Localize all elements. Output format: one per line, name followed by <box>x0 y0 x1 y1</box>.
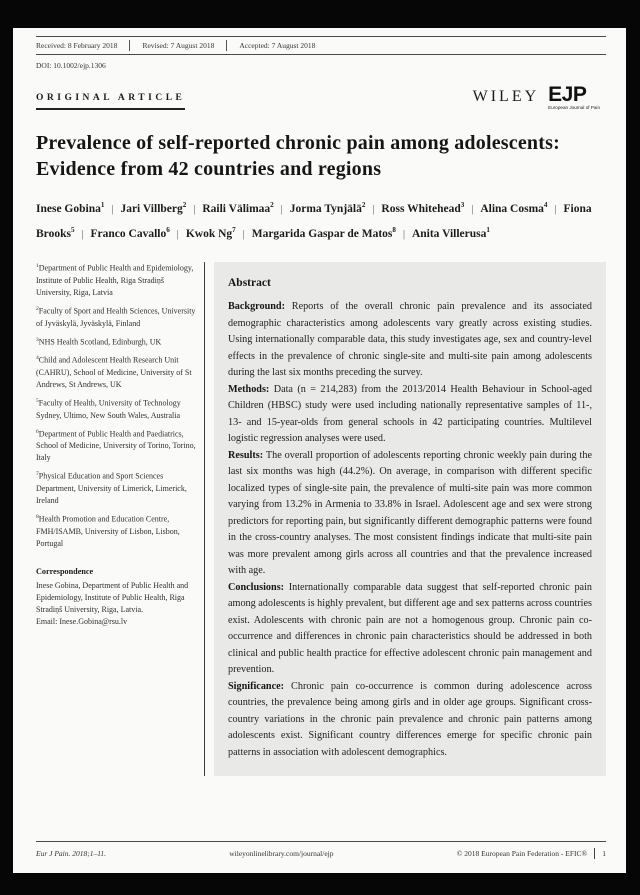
journal-url: wileyonlinelibrary.com/journal/ejp <box>229 849 334 858</box>
wiley-logo: WILEY <box>472 88 540 105</box>
author-separator: | <box>372 204 375 215</box>
publisher-logo <box>472 83 600 110</box>
paper-page <box>13 28 626 873</box>
abstract-paragraph: Conclusions: Internationally comparable data suggest that self-reported chronic pain among adolescents is highly prevalent, but different age and sex patterns across countries exist. Adolescents with chronic pain are not a homogenous group. Chronic pain co-occurrence and differences in chronic pain characteristics should be addressed in both clinical and public health practice for effective adolescent chronic pain management and prevention. <box>228 581 592 676</box>
affiliation-item: $^5$Faculty of Health, University of Technology Sydney, Ultimo, New South Wales, Australia <box>36 398 181 420</box>
revised-date: Revised: 7 August 2018 <box>142 41 215 50</box>
author-name: Fiona Brooks$^5$ <box>36 203 592 240</box>
author-name: Anita Villerusa$^1$ <box>411 225 490 240</box>
author-name: Raili Välimaa$^2$ <box>202 201 274 215</box>
abstract-paragraph: Significance: Chronic pain co-occurrence is common during adolescence across countries, the prevalence being among girls and in older age groups. Significant cross-country variations in the chronic pain prevalence and chronic pain patterns among adolescents exist. Significant country differences emerge for specific chronic pain patterns in association with adolescent demographics. <box>228 680 592 758</box>
abstract-sections <box>228 299 592 761</box>
author-separator: | <box>554 204 557 215</box>
footer-divider <box>594 848 595 859</box>
journal-citation: Eur J Pain. 2018;1–11. <box>36 849 107 858</box>
author-name: Ross Whitehead$^3$ <box>381 201 465 215</box>
affiliation-item: $^8$Health Promotion and Education Centre, FMH/ISAMB, University of Lisbon, Lisbon, Portugal <box>36 514 180 548</box>
dates-divider <box>226 40 227 51</box>
author-list <box>36 197 606 246</box>
affiliation-item: $^3$NHS Health Scotland, Edinburgh, UK <box>36 336 162 347</box>
content-columns <box>36 262 606 775</box>
affiliation-item: $^1$Department of Public Health and Epidemiology, Institute of Public Health, Riga Stradiņš University, Riga, Latvia <box>36 263 194 298</box>
abstract-heading: Abstract <box>228 277 271 290</box>
author-name: Jari Villberg$^2$ <box>120 201 187 215</box>
author-separator: | <box>402 228 405 240</box>
affiliation-item: $^6$Department of Public Health and Paediatrics, School of Medicine, University of Torino, Torino, Italy <box>36 428 196 463</box>
abstract-paragraph: Background: Reports of the overall chronic pain prevalence and its associated demographic characteristics among adolescents vary greatly across existing studies. Using internationally comparable data, this study investigates age, sex and country-level effects in the prevalence of chronic single-site and multi-site pain among adolescents during the last six months preceding the survey. <box>228 301 592 379</box>
author-name: Inese Gobina$^1$ <box>36 201 105 215</box>
abstract-paragraph: Methods: Data (n = 214,283) from the 2013/2014 Health Behaviour in School-aged Children (HBSC) study were used including nationally representative samples of 11-, 13- and 15-year-olds from general schools in 42 participating countries. Multilevel logistic regression analyses were used. <box>228 383 592 445</box>
accepted-date: Accepted: 7 August 2018 <box>239 41 316 50</box>
author-separator: | <box>471 204 474 215</box>
correspondence-heading: Correspondence <box>36 566 94 576</box>
author-name: Franco Cavallo$^6$ <box>90 225 170 240</box>
affiliation-list <box>36 262 199 549</box>
correspondence-block <box>36 566 199 628</box>
affiliation-item: $^2$Faculty of Sport and Health Sciences, University of Jyväskylä, Jyväskylä, Finland <box>36 306 196 328</box>
author-name: Kwok Ng$^7$ <box>185 225 236 240</box>
author-separator: | <box>111 204 114 215</box>
author-separator: | <box>193 204 196 215</box>
article-type-label: ORIGINAL ARTICLE <box>36 93 185 110</box>
author-separator: | <box>81 228 84 240</box>
journal-name: European Journal of Pain <box>548 105 600 110</box>
received-date: Received: 8 February 2018 <box>36 41 118 50</box>
author-separator: | <box>242 228 245 240</box>
author-separator: | <box>280 204 283 215</box>
ejp-logo-text: EJP <box>548 83 587 106</box>
page-footer <box>36 841 606 859</box>
email-label: Email: <box>36 616 60 626</box>
footer-right <box>457 848 606 859</box>
author-name: Jorma Tynjälä$^2$ <box>289 201 366 215</box>
correspondence-email <box>36 616 199 628</box>
affiliation-item: $^7$Physical Education and Sport Sciences Department, University of Limerick, Limerick, Ireland <box>36 471 187 506</box>
dates-divider <box>129 40 130 51</box>
dates-bar <box>36 36 606 55</box>
email-address: Inese.Gobina@rsu.lv <box>59 616 128 626</box>
author-name: Margarida Gaspar de Matos$^8$ <box>251 225 396 240</box>
abstract-box <box>214 262 606 775</box>
affiliations-column <box>36 262 199 775</box>
article-title: Prevalence of self-reported chronic pain among adolescents: Evidence from 42 countries and regions <box>36 132 560 180</box>
ejp-logo <box>548 83 600 110</box>
author-name: Alina Cosma$^4$ <box>480 201 548 215</box>
article-type-row <box>36 83 606 110</box>
correspondence-text: Inese Gobina, Department of Public Health and Epidemiology, Institute of Public Health, Riga Stradiņš University, Riga, Latvia. <box>36 580 189 614</box>
page-number: 1 <box>602 849 606 858</box>
copyright-text: © 2018 European Pain Federation - EFIC® <box>456 849 588 858</box>
column-divider <box>204 262 205 775</box>
author-separator: | <box>176 228 179 240</box>
doi-text: DOI: 10.1002/ejp.1306 <box>36 61 106 70</box>
affiliation-item: $^4$Child and Adolescent Health Research Unit (CAHRU), School of Medicine, University of St Andrews, St Andrews, UK <box>36 355 192 390</box>
abstract-paragraph: Results: The overall proportion of adolescents reporting chronic weekly pain during the last six months was high (44.2%). On average, in comparison with different specific localized types of single-site pain, the prevalence of multi-site pain was more common varying from 13.2% in Armenia to 33.8% in Israel. Adolescent age and sex were strong predictors for reporting pain, but significantly different demographic patterns were found in the cross-country analyses. The most consistent findings indicate that multi-site pain was more prevalent among girls across all countries and that the prevalence increased with age. <box>228 449 592 577</box>
